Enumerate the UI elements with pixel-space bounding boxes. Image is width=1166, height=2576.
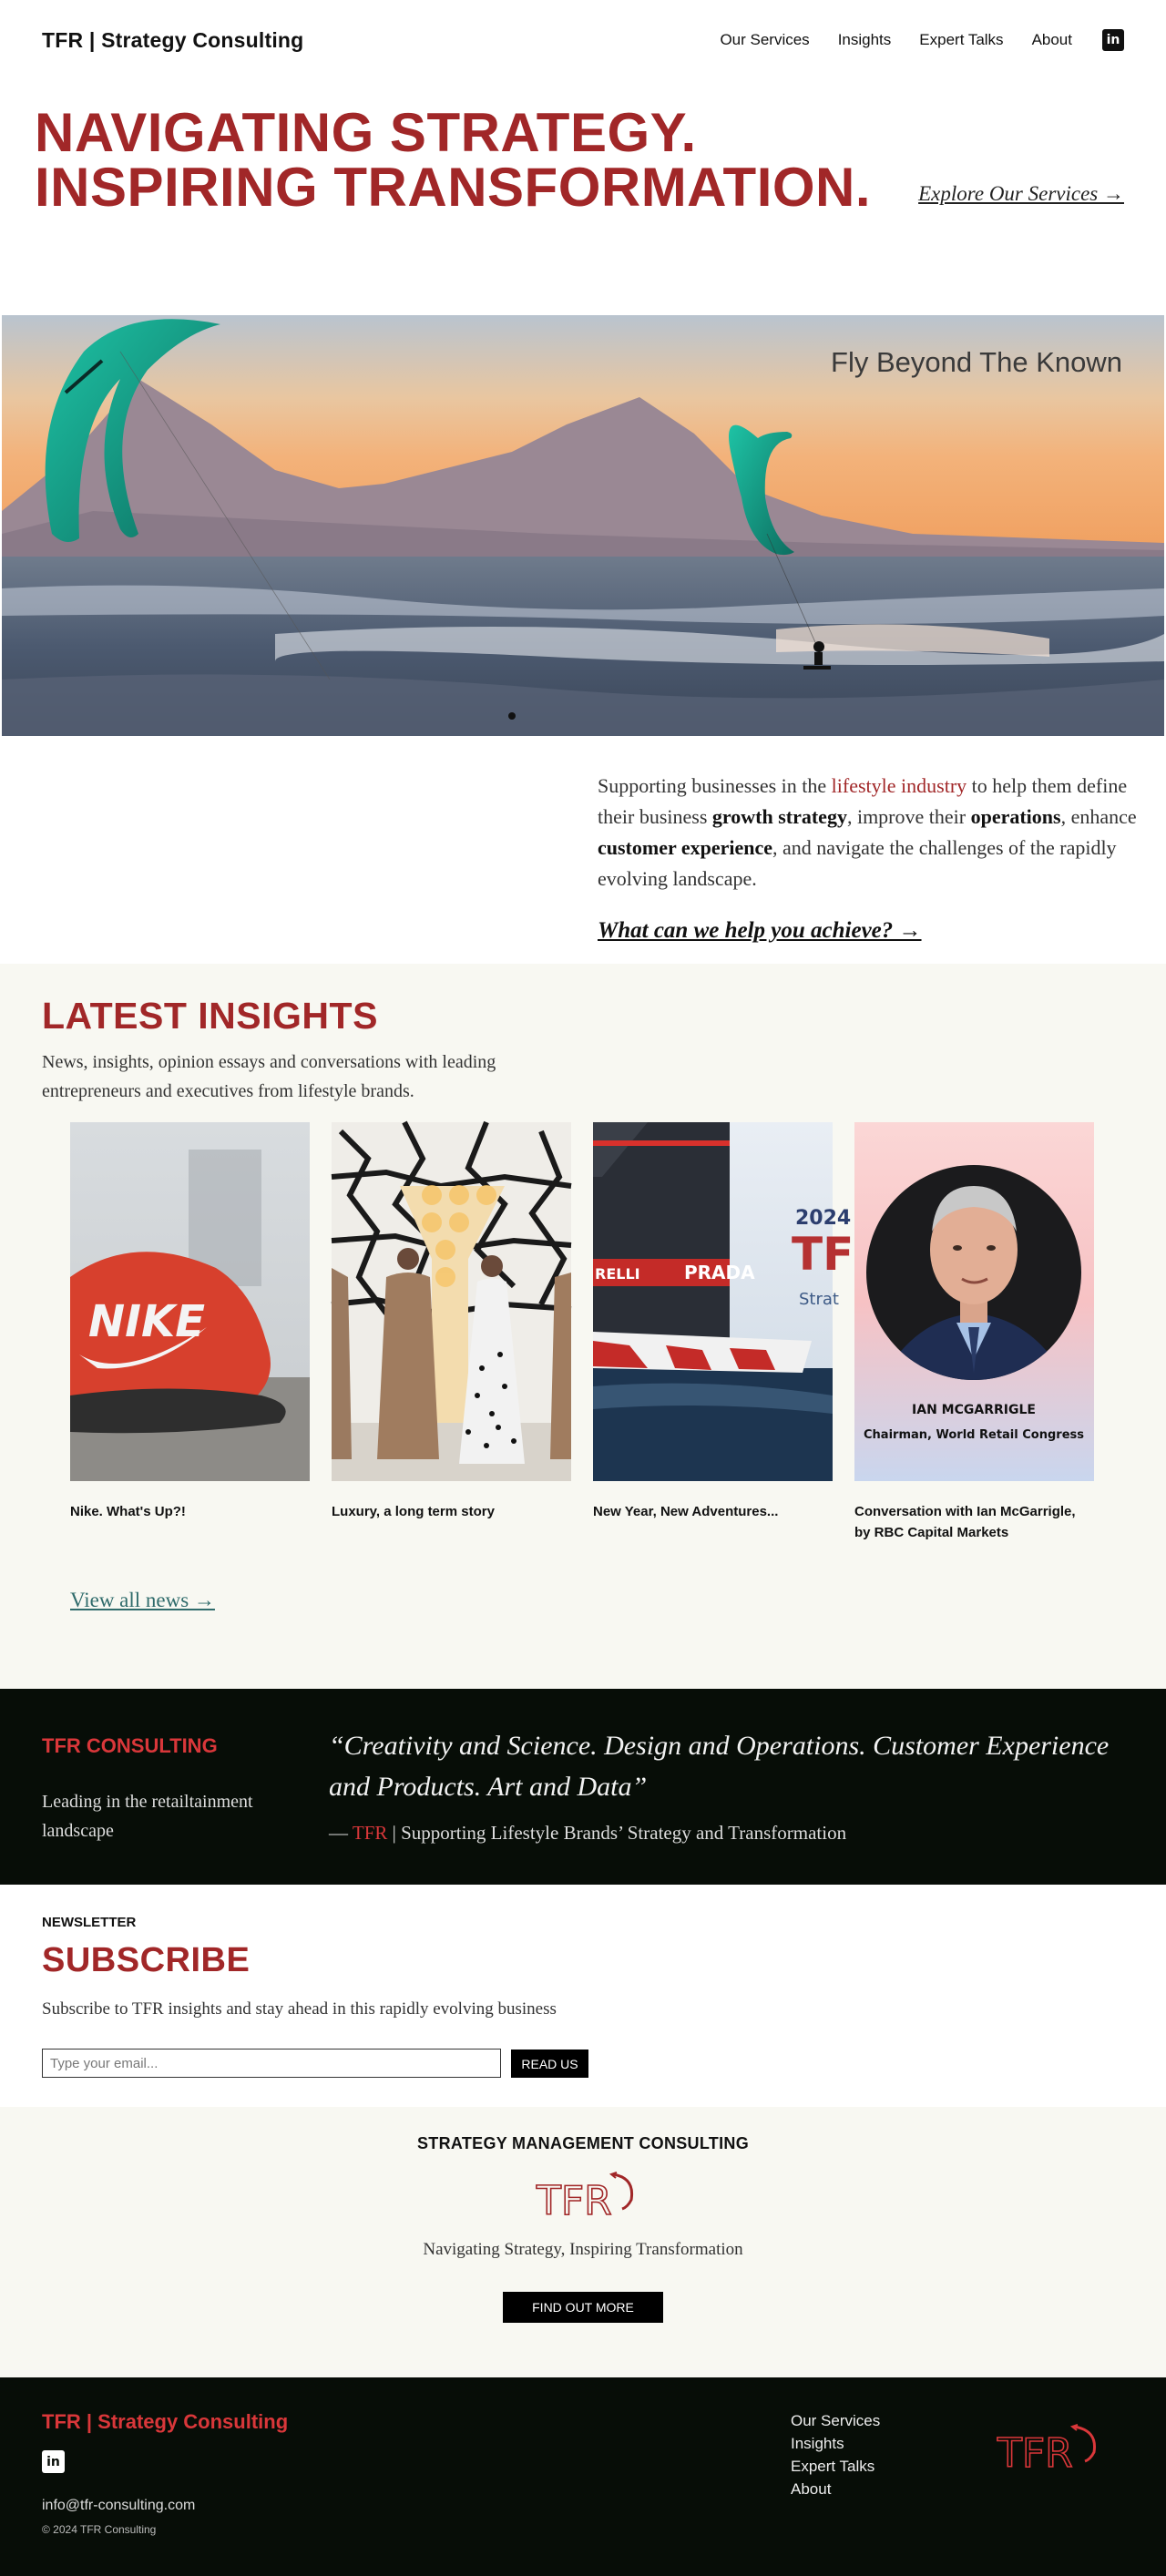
- sailing-yacht-illustration: [593, 1122, 854, 1481]
- email-input[interactable]: [42, 2049, 501, 2078]
- footer-brand[interactable]: TFR | Strategy Consulting: [42, 2410, 289, 2433]
- footer-copyright: © 2024 TFR Consulting: [42, 2523, 157, 2536]
- overlay-brand: TF: [792, 1228, 854, 1281]
- hero-title-line-2: INSPIRING TRANSFORMATION.: [35, 157, 872, 218]
- insights-cards: [70, 1122, 1094, 1543]
- nav-insights[interactable]: Insights: [837, 31, 892, 48]
- strategy-title: STRATEGY MANAGEMENT CONSULTING: [417, 2134, 749, 2152]
- insight-card-title[interactable]: Conversation with Ian McGarrigle, by RBC Capital Markets: [854, 1504, 1076, 1540]
- nike-cap-text: NIKE: [88, 1296, 206, 1347]
- intro-text-part: , improve their: [846, 805, 971, 828]
- main-nav: [720, 29, 1124, 51]
- pirelli-sail-text: RELLI: [595, 1265, 640, 1283]
- newsletter-label: NEWSLETTER: [42, 1915, 137, 1930]
- nav-expert-talks[interactable]: Expert Talks: [919, 31, 1004, 48]
- footer-link-our-services[interactable]: Our Services: [791, 2412, 881, 2429]
- insight-card-luxury[interactable]: [332, 1122, 571, 1543]
- read-us-button[interactable]: READ US: [511, 2050, 588, 2078]
- newsletter-section: [0, 1885, 1166, 2107]
- insight-card-title[interactable]: Luxury, a long term story: [332, 1504, 495, 1519]
- intro-highlight: lifestyle industry: [831, 774, 967, 797]
- subscribe-title: SUBSCRIBE: [42, 1941, 251, 1979]
- help-achieve-link[interactable]: What can we help you achieve? →: [598, 918, 922, 943]
- intro-section: [0, 736, 1166, 964]
- insight-card-new-year[interactable]: [593, 1122, 854, 1543]
- newsletter-description: Subscribe to TFR insights and stay ahead in this rapidly evolving business: [42, 1999, 557, 2019]
- insight-card-nike[interactable]: [70, 1122, 310, 1543]
- overlay-year: 2024: [795, 1207, 852, 1230]
- person-name: IAN MCGARRIGLE: [912, 1403, 1036, 1417]
- footer-linkedin-icon[interactable]: in: [42, 2450, 65, 2473]
- nike-cap-illustration: [70, 1122, 310, 1481]
- view-all-news-link[interactable]: View all news →: [70, 1589, 215, 1611]
- footer-tfr-logo: [996, 2419, 1103, 2476]
- overlay-sub: Strat: [799, 1290, 839, 1309]
- hero-heading-area: [0, 80, 1166, 235]
- insight-card-title[interactable]: Nike. What's Up?!: [70, 1504, 186, 1519]
- fashion-runway-illustration: [332, 1122, 571, 1481]
- tfr-logo-text: TFR: [537, 2178, 612, 2224]
- intro-bold-operations: operations: [970, 805, 1061, 828]
- footer-link-expert-talks[interactable]: Expert Talks: [791, 2458, 875, 2475]
- strategy-section: [0, 2107, 1166, 2377]
- intro-text-part: Supporting businesses in the: [598, 774, 832, 797]
- luxury-fashion-image: [332, 1122, 571, 1481]
- footer-nav: [791, 2412, 880, 2498]
- prada-yacht-image: [593, 1122, 854, 1481]
- hero-tagline: Fly Beyond The Known: [831, 346, 1122, 378]
- footer-link-about[interactable]: About: [791, 2480, 832, 2498]
- latest-insights-section: [0, 964, 1166, 1689]
- nav-our-services[interactable]: Our Services: [720, 31, 810, 48]
- insight-card-title[interactable]: New Year, New Adventures...: [593, 1504, 779, 1519]
- find-out-more-button[interactable]: FIND OUT MORE: [503, 2292, 663, 2323]
- portrait-illustration: [854, 1122, 1094, 1481]
- prada-sail-text: PRADA: [684, 1262, 755, 1283]
- footer-logo-text: TFR: [997, 2430, 1073, 2477]
- site-footer: [0, 2377, 1166, 2576]
- strategy-description: Navigating Strategy, Inspiring Transformation: [423, 2240, 743, 2259]
- linkedin-icon[interactable]: in: [1102, 29, 1124, 51]
- explore-services-link[interactable]: Explore Our Services →: [918, 182, 1124, 205]
- footer-email[interactable]: info@tfr-consulting.com: [42, 2498, 196, 2513]
- site-logo[interactable]: TFR | Strategy Consulting: [42, 27, 304, 52]
- ian-mcgarrigle-image: [854, 1122, 1094, 1481]
- intro-text-part: , enhance: [1060, 805, 1137, 828]
- insight-card-mcgarrigle[interactable]: [854, 1122, 1094, 1543]
- quote-band-title: TFR CONSULTING: [42, 1734, 218, 1757]
- insights-title: LATEST INSIGHTS: [42, 995, 378, 1037]
- insights-subtitle: News, insights, opinion essays and conversations with leading entrepreneurs and executives from lifestyle brands.: [42, 1052, 496, 1101]
- hero-title-line-1: NAVIGATING STRATEGY.: [35, 102, 697, 163]
- site-header: [0, 0, 1166, 80]
- attribution-dash: —: [329, 1822, 353, 1844]
- intro-text-part: , and navigate the challenges of the rapidly evolving landscape.: [598, 836, 1117, 890]
- attribution-brand: TFR: [352, 1822, 388, 1844]
- footer-link-insights[interactable]: Insights: [791, 2435, 844, 2452]
- nav-about[interactable]: About: [1031, 31, 1072, 48]
- hero-image: [2, 315, 1164, 736]
- brand-quote: “Creativity and Science. Design and Operations. Customer Experience and Products. Art and Data”: [329, 1731, 1110, 1802]
- tfr-logo: [533, 2167, 638, 2223]
- nike-cap-image: [70, 1122, 310, 1481]
- intro-bold-customer: customer experience: [598, 836, 773, 859]
- quote-band-description: Leading in the retailtainment landscape: [42, 1792, 253, 1841]
- quote-attribution: [329, 1822, 846, 1845]
- quote-band: [0, 1689, 1166, 1885]
- intro-text-part: to help them define their business: [598, 774, 1128, 828]
- hero-section: [0, 80, 1166, 736]
- intro-bold-growth: growth strategy: [711, 805, 847, 828]
- intro-text: [598, 771, 1144, 894]
- attribution-text: | Supporting Lifestyle Brands’ Strategy and Transformation: [387, 1822, 847, 1844]
- person-role: Chairman, World Retail Congress: [864, 1428, 1084, 1442]
